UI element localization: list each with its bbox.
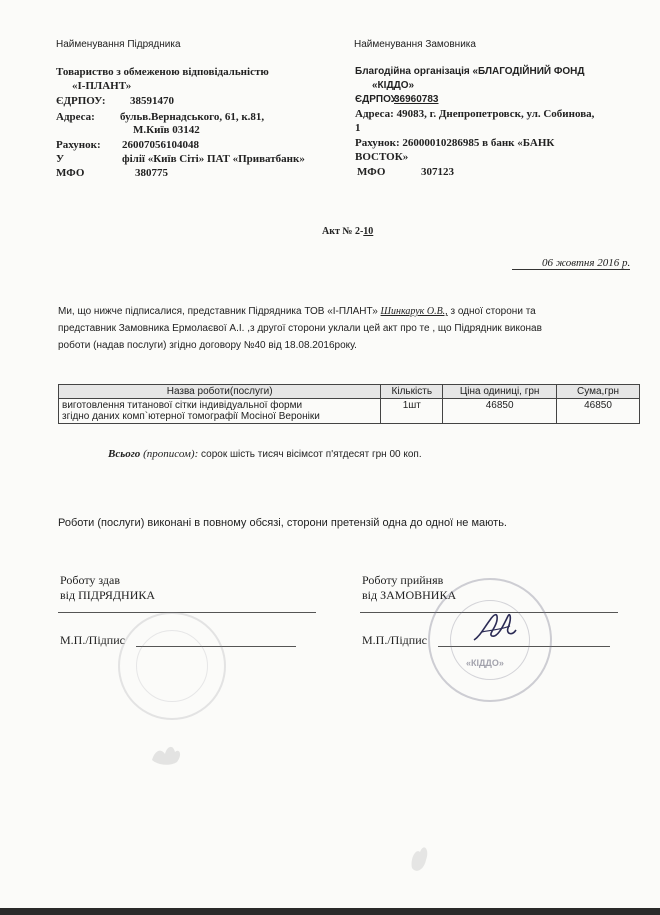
left-sign-label: М.П./Підпис <box>60 633 125 647</box>
items-table <box>58 384 640 424</box>
customer-address-line1: Адреса: 49083, г. Днепропетровск, ул. Собинова, <box>355 108 595 120</box>
total-line <box>108 448 422 460</box>
contractor-edrpou-label: ЄДРПОУ: <box>56 95 106 107</box>
contractor-account: 26007056104048 <box>122 139 199 151</box>
table-cell-sum: 46850 <box>557 399 640 424</box>
customer-heading: Найменування Замовника <box>354 39 476 50</box>
right-sign-line1: Роботу прийняв <box>362 573 444 587</box>
act-date: 06 жовтня 2016 р. <box>512 257 630 270</box>
customer-name-line1: Благодійна організація «БЛАГОДІЙНИЙ ФОНД <box>355 66 585 77</box>
right-sign-line2: від ЗАМОВНИКА <box>362 588 457 602</box>
customer-mfo: 307123 <box>421 166 454 178</box>
contractor-address-line1: бульв.Вернадського, 61, к.81, <box>120 111 265 123</box>
contractor-bank: філії «Київ Сіті» ПАТ «Приватбанк» <box>122 153 305 165</box>
customer-stamp-text: «КІДДО» <box>466 658 504 668</box>
table-header-cell: Кількість <box>381 385 443 399</box>
left-sign-line1: Роботу здав <box>60 573 121 587</box>
body-line2: представник Замовника Ермолаєвої А.І. ,з другої сторони уклали цей акт про те , що Підрядник виконав <box>58 323 542 334</box>
table-header-row <box>59 385 640 399</box>
contractor-bank-label: У <box>56 153 65 165</box>
left-sign-line2: від ПІДРЯДНИКА <box>60 588 156 602</box>
scan-edge <box>0 908 660 915</box>
customer-edrpou-label: ЄДРПОУ <box>355 94 397 105</box>
contractor-mfo: 380775 <box>135 167 168 179</box>
body-line1-end: з одної сторони та <box>450 306 536 317</box>
table-header-cell: Назва роботи(послуги) <box>59 385 381 399</box>
table-row <box>59 399 640 424</box>
contractor-account-label: Рахунок: <box>56 139 101 151</box>
contractor-address-label: Адреса: <box>56 111 95 123</box>
customer-name-line2: «КІДДО» <box>372 80 415 91</box>
table-header-cell: Ціна одиниці, грн <box>443 385 557 399</box>
customer-account-line1: Рахунок: 26000010286985 в банк «БАНК <box>355 137 555 149</box>
customer-edrpou: 36960783 <box>394 94 439 105</box>
customer-signature <box>470 606 520 650</box>
scan-smudge <box>147 740 187 770</box>
contractor-stamp-inner <box>136 630 208 702</box>
body-line1 <box>58 306 536 317</box>
right-sign-label: М.П./Підпис <box>362 633 427 647</box>
contractor-representative: Шинкарук О.В., <box>380 306 448 317</box>
total-amount-words: сорок шість тисяч вісімсот п'ятдесят грн 00 коп. <box>201 449 422 460</box>
body-line3: роботи (надав послуги) згідно договору №40 від 18.08.2016року. <box>58 340 357 351</box>
contractor-name-line1: Товариство з обмеженою відповідальністю <box>56 66 269 78</box>
item-name-line2: згідно даних комп`ютерної томографії Мосіної Вероніки <box>62 411 320 422</box>
contractor-stamp <box>118 612 226 720</box>
table-cell-qty: 1шт <box>381 399 443 424</box>
act-title <box>322 226 373 237</box>
contractor-name-line2: «І-ПЛАНТ» <box>72 80 132 92</box>
total-label: Всього <box>108 448 141 460</box>
item-name-line1: виготовлення титанової сітки індивідуальної форми <box>62 400 303 411</box>
table-cell-price: 46850 <box>443 399 557 424</box>
contractor-address-line2: М.Київ 03142 <box>133 124 200 136</box>
total-paren: (прописом): <box>143 448 199 460</box>
completion-statement: Роботи (послуги) виконані в повному обсязі, сторони претензій одна до одної не мають. <box>58 517 507 529</box>
customer-mfo-label: МФО <box>357 166 386 178</box>
table-header-cell: Сума,грн <box>557 385 640 399</box>
customer-address-line2: 1 <box>355 122 361 134</box>
contractor-heading: Найменування Підрядника <box>56 39 181 50</box>
table-cell-name <box>59 399 381 424</box>
contractor-mfo-label: МФО <box>56 167 85 179</box>
contractor-edrpou: 38591470 <box>130 95 174 107</box>
customer-account-line2: ВОСТОК» <box>355 151 409 163</box>
act-title-prefix: Акт № 2- <box>322 226 364 237</box>
body-line1-start: Ми, що нижче підписалися, представник Підрядника ТОВ «І-ПЛАНТ» <box>58 306 378 317</box>
scan-smudge <box>404 838 434 878</box>
left-sign-rule <box>58 612 316 613</box>
act-title-number: 10 <box>363 226 374 237</box>
